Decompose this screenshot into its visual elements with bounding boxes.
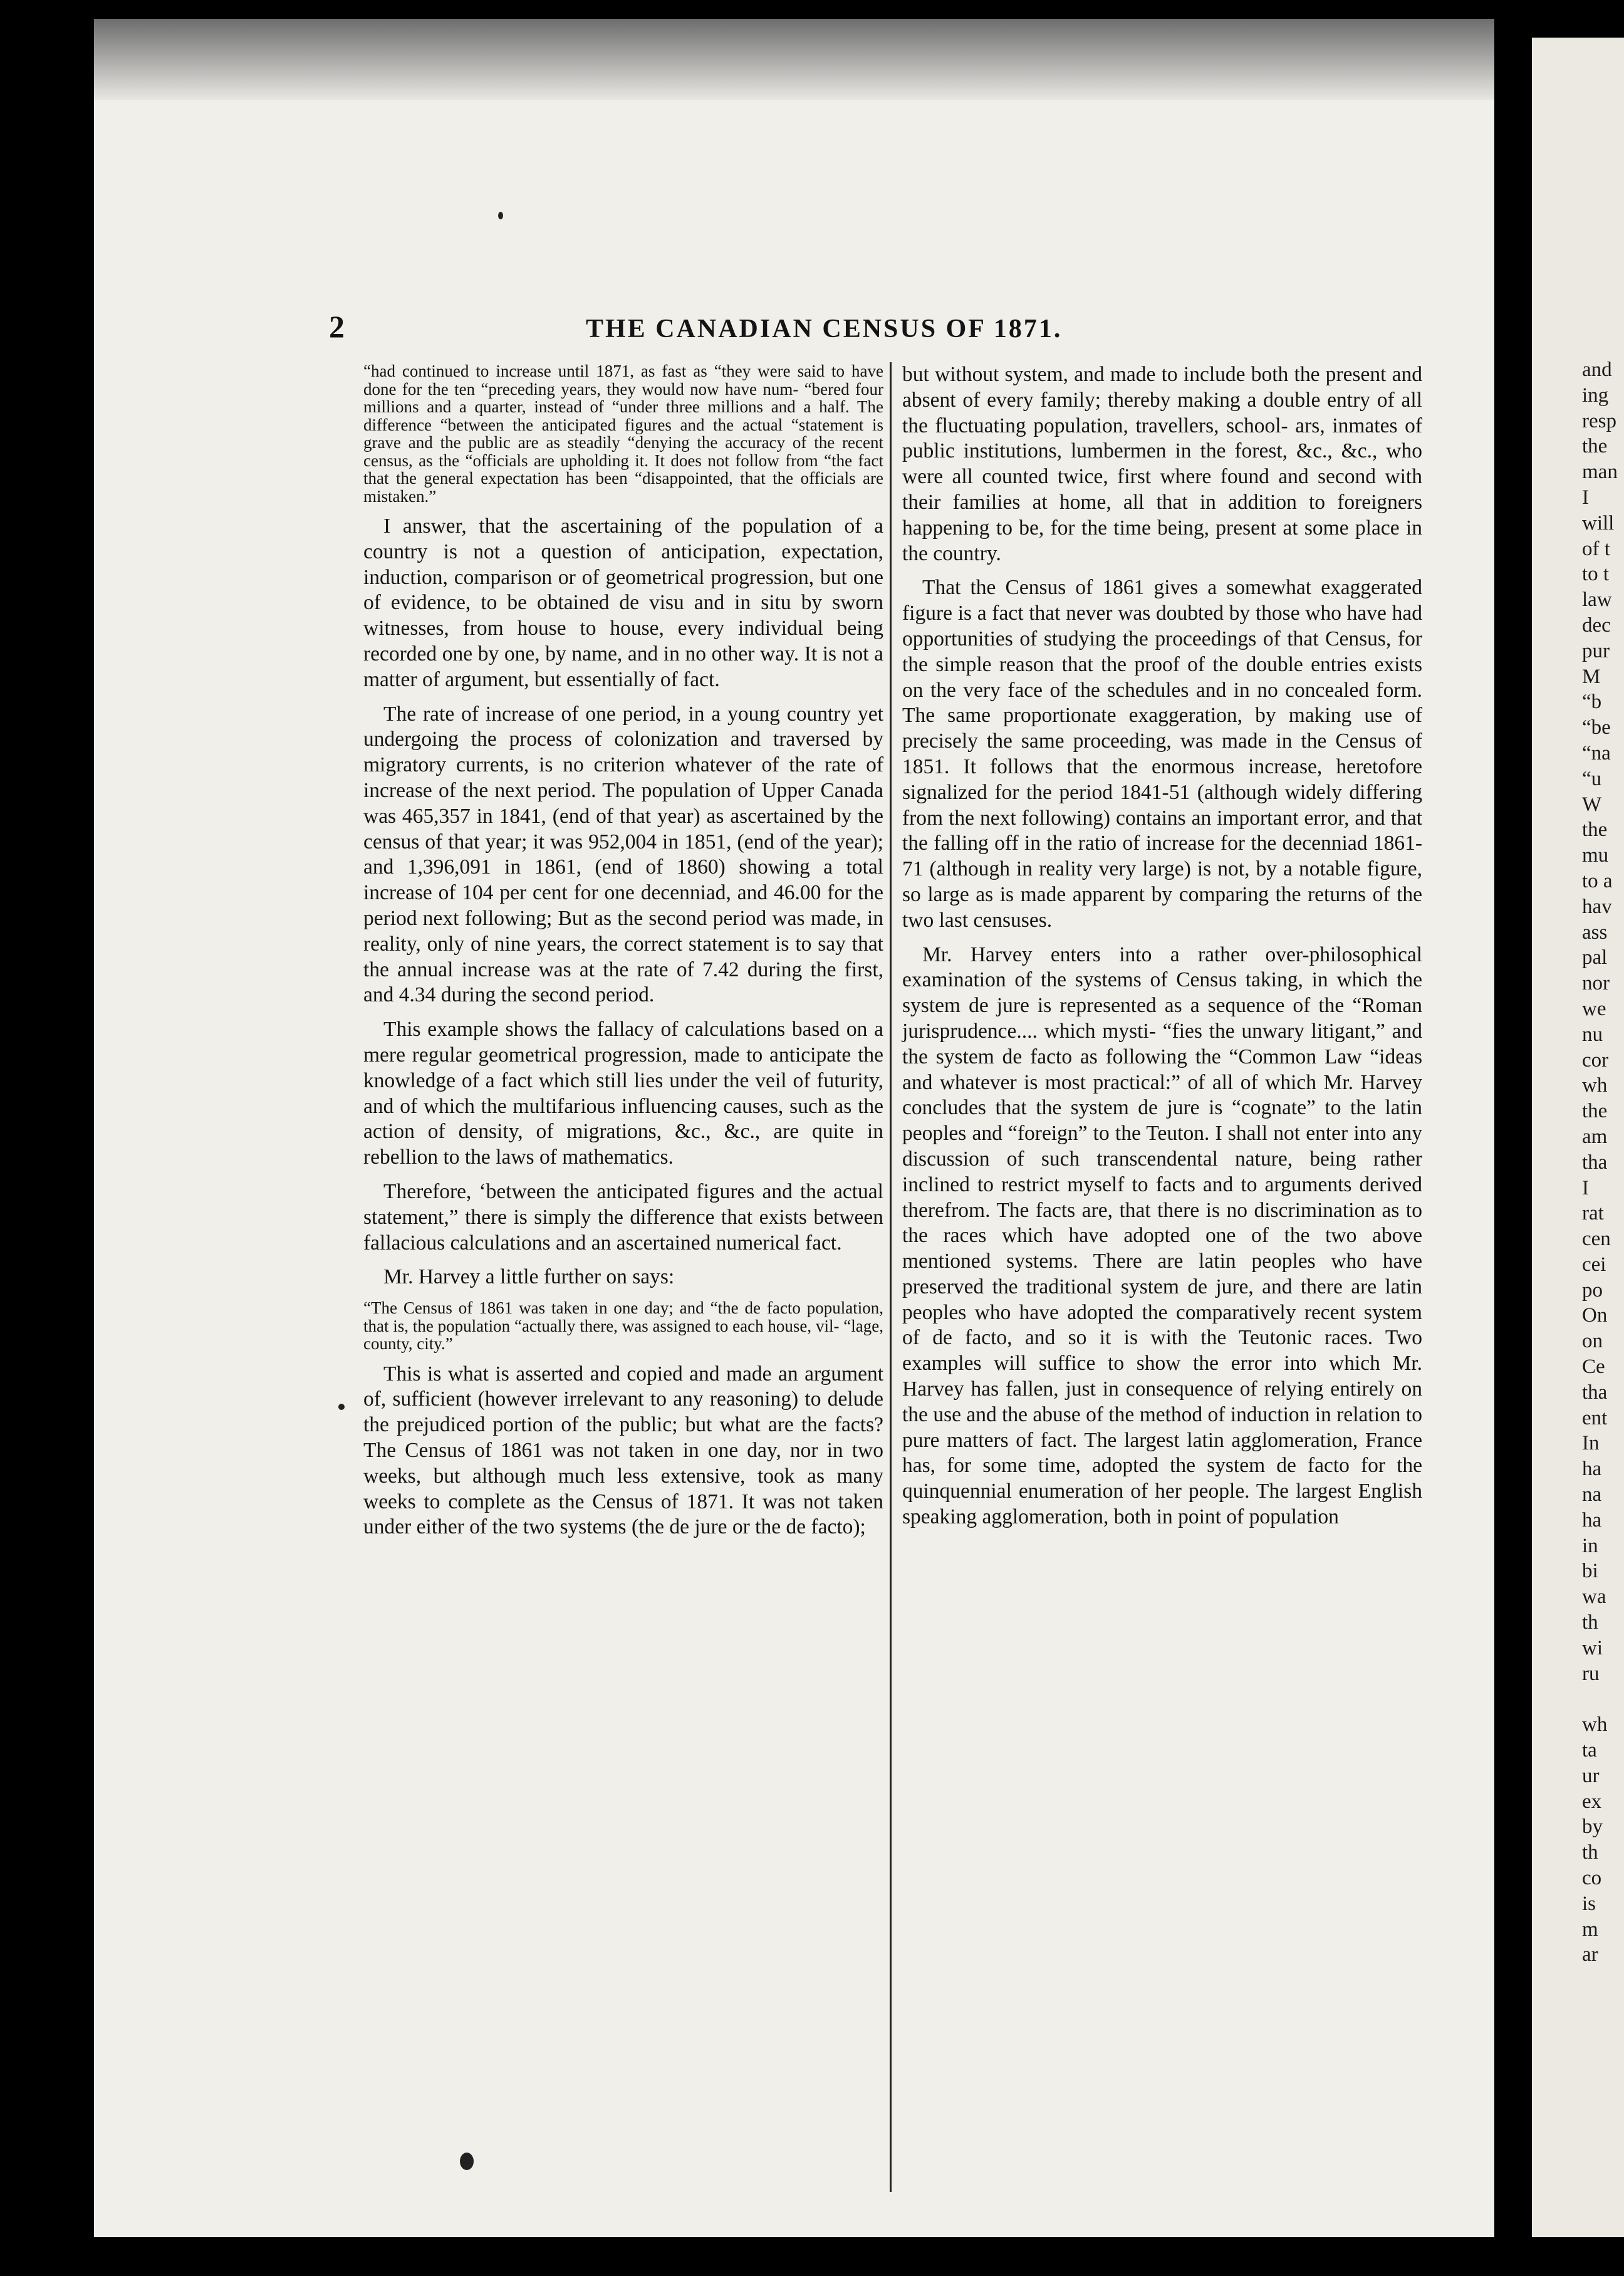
adjacent-page-line: na bbox=[1582, 1483, 1602, 1506]
adjacent-page-line: man bbox=[1582, 461, 1618, 484]
adjacent-page-line: resp bbox=[1582, 409, 1616, 432]
adjacent-page-line: to a bbox=[1582, 869, 1613, 892]
adjacent-page-line: ent bbox=[1582, 1406, 1608, 1429]
adjacent-page-line: am bbox=[1582, 1125, 1608, 1148]
adjacent-page-line: In bbox=[1582, 1432, 1600, 1455]
adjacent-page-line: to t bbox=[1582, 563, 1610, 586]
running-head bbox=[329, 308, 1425, 346]
adjacent-page-line: bi bbox=[1582, 1560, 1598, 1583]
adjacent-page-line: nu bbox=[1582, 1023, 1603, 1046]
adjacent-page-line: ex bbox=[1582, 1790, 1602, 1813]
book-gutter bbox=[1494, 19, 1532, 2237]
adjacent-page-line: M bbox=[1582, 665, 1601, 688]
adjacent-page-line: I bbox=[1582, 1176, 1589, 1199]
paragraph: That the Census of 1861 gives a somewhat exaggerated figure is a fact that never was doubted by those who have had opportunities of studying the proceedings of that Census, for the simple reason that the proof of the double entries exists on the very face of the schedules and in no concealed form. The same proportionate exaggeration, by making use of precisely the same proceeding, was made in the Census of 1851. It follows that the enormous increase, heretofore signalized for the period 1841-51 (although widely differing from the next following) contains an important error, and that the falling off in the ratio of increase for the decenniad 1861-71 (although in reality very large) is not, by a notable figure, so large as is made apparent by comparing the returns of the two last censuses. bbox=[902, 576, 1422, 932]
adjacent-page-line: Ce bbox=[1582, 1355, 1605, 1379]
page-number: 2 bbox=[329, 309, 345, 344]
adjacent-page-line: wi bbox=[1582, 1636, 1603, 1659]
adjacent-page-line: will bbox=[1582, 511, 1615, 535]
adjacent-page-line: cor bbox=[1582, 1048, 1609, 1072]
ink-speck bbox=[498, 212, 503, 219]
adjacent-page-line: tha bbox=[1582, 1381, 1608, 1404]
adjacent-page-line: ass bbox=[1582, 921, 1608, 944]
adjacent-page-line: of t bbox=[1582, 537, 1610, 560]
right-column bbox=[902, 362, 1422, 1530]
adjacent-page-line: I bbox=[1582, 486, 1589, 509]
paragraph: Therefore, ‘between the anticipated figures and the actual statement,” there is simply the difference that exists between fallacious calculations and an ascertained numerical fact. bbox=[363, 1179, 883, 1255]
adjacent-page-line: ar bbox=[1582, 1943, 1598, 1966]
adjacent-page-line: law bbox=[1582, 588, 1612, 612]
scan-border-bottom bbox=[0, 2237, 1624, 2276]
adjacent-page-line: th bbox=[1582, 1611, 1598, 1634]
adjacent-page-line: the bbox=[1582, 1100, 1608, 1123]
adjacent-page-line: by bbox=[1582, 1815, 1603, 1839]
adjacent-page-line: W bbox=[1582, 793, 1602, 816]
adjacent-page-line: ur bbox=[1582, 1764, 1600, 1787]
quotation-harvey: “had continued to increase until 1871, as fast as “they were said to have done for the ten “preceding years, they would now have num- “bered four millions and a quarter, instead of “under three millions and a half. The difference “between the anticipated figures and the actual “statement is grave and the public are as steadily “denying the accuracy of the recent census, as the “officials are upholding it. It does not follow from “the fact that the general expectation has been “disappointed, that the officials are mistaken.” bbox=[363, 362, 883, 506]
paragraph: I answer, that the ascertaining of the population of a country is not a question of anticipation, expectation, induction, comparison or of geometrical progression, but one of evidence, to be obtained de visu and in situ by sworn witnesses, from house to house, every individual being recorded one by one, by name, and in no other way. It is not a matter of argument, but essentially of fact. bbox=[363, 514, 883, 691]
adjacent-page-line: is bbox=[1582, 1892, 1596, 1915]
column-divider bbox=[890, 362, 892, 2192]
adjacent-page-line: in bbox=[1582, 1534, 1598, 1557]
paragraph: This example shows the fallacy of calculations based on a mere regular geometrical progression, made to anticipate the knowledge of a fact which still lies under the veil of futurity, and of which the multifarious influencing causes, such as the action of density, of migrations, &c., &c., are quite in rebellion to the laws of mathematics. bbox=[363, 1018, 883, 1169]
adjacent-page-line: “u bbox=[1582, 767, 1602, 790]
ink-speck bbox=[460, 2153, 474, 2170]
adjacent-page-line: “na bbox=[1582, 741, 1611, 765]
adjacent-page-line: “b bbox=[1582, 691, 1602, 714]
paragraph: The rate of increase of one period, in a young country yet undergoing the process of colonization and traversed by migratory currents, is no criterion whatever of the rate of increase of the next period. The population of Upper Canada was 465,357 in 1841, (end of that year) as ascertained by the census of that year; it was 952,004 in 1851, (end of the year); and 1,396,091 in 1861, (end of 1860) showing a total increase of 104 per cent for one decenniad, and 46.00 for the period next following; But as the second period was made, in reality, only of nine years, the correct statement is to say that the annual increase was at the rate of 7.42 during the first, and 4.34 during the second period. bbox=[363, 702, 883, 1007]
adjacent-page-line: wh bbox=[1582, 1074, 1608, 1097]
adjacent-page-line: ha bbox=[1582, 1458, 1602, 1481]
paragraph: Mr. Harvey enters into a rather over-philosophical examination of the systems of Census taking, in which the system de jure is represented as a sequence of the “Roman jurisprudence.... which mysti- “fies the unwary litigant,” and the system de facto as following the “Common Law “ideas and whatever is most practical:” of all of which Mr. Harvey concludes that the system de jure is “cognate” to the latin peoples and “foreign” to the Teuton. I shall not enter into any discussion of such transcendental nature, being rather inclined to restrict myself to facts and to arguments derived therefrom. The facts are, that there is no discrimination as to the races which have adopted one of the two above mentioned systems. There are latin peoples who have preserved the traditional system de jure, and there are latin peoples who have adopted the comparatively recent system of de facto, and so it is with the Teutonic races. Two examples will suffice to show the error into which Mr. Harvey has fallen, just in consequence of relying entirely on the use and the abuse of the method of induction in relation to pure matters of fact. The largest latin agglomeration, France has, for some time, adopted the system de facto for the quinquennial enumeration of her people. The largest English speaking agglomeration, both in point of population bbox=[902, 942, 1422, 1529]
page-title: THE CANADIAN CENSUS OF 1871. bbox=[586, 315, 1063, 343]
adjacent-page-line: the bbox=[1582, 435, 1608, 458]
paragraph: Mr. Harvey a little further on says: bbox=[383, 1265, 675, 1289]
adjacent-page-line: hav bbox=[1582, 895, 1612, 918]
adjacent-page-line: On bbox=[1582, 1304, 1608, 1327]
adjacent-page-line: tha bbox=[1582, 1151, 1608, 1174]
adjacent-page-line: nor bbox=[1582, 972, 1610, 995]
adjacent-page-line: pur bbox=[1582, 639, 1610, 662]
adjacent-page-line: rat bbox=[1582, 1202, 1604, 1225]
adjacent-page-line: cei bbox=[1582, 1253, 1606, 1276]
adjacent-page-line: dec bbox=[1582, 613, 1611, 637]
adjacent-page-line: co bbox=[1582, 1867, 1602, 1890]
adjacent-page-line: wa bbox=[1582, 1585, 1606, 1609]
adjacent-page-line: po bbox=[1582, 1278, 1603, 1302]
quotation-census-1861: “The Census of 1861 was taken in one day; and “the de facto population, that is, the population “actually there, was assigned to each house, vil- “lage, county, city.” bbox=[363, 1298, 883, 1354]
adjacent-page-line: “be bbox=[1582, 716, 1611, 739]
adjacent-page-line: mu bbox=[1582, 844, 1609, 867]
ink-speck bbox=[338, 1404, 345, 1410]
adjacent-page-line: th bbox=[1582, 1841, 1598, 1864]
adjacent-page-line: m bbox=[1582, 1918, 1598, 1941]
paragraph: but without system, and made to include both the present and absent of every family; thereby making a double entry of all the fluctuating population, travellers, school- ars, inmates of public institutions, lumbermen in the forest, &c., &c., who were all counted twice, first where found and second with their families at home, all that in addition to foreigners happening to be, for the time being, present at some place in the country. bbox=[902, 363, 1422, 565]
adjacent-page-line: on bbox=[1582, 1330, 1603, 1353]
paragraph: This is what is asserted and copied and made an argument of, sufficient (however irrelevant to any reasoning) to delude the prejudiced portion of the public; but what are the facts? The Census of 1861 was not taken in one day, nor in two weeks, but although much less extensive, took as many weeks to complete as the Census of 1871. It was not taken under either of the two systems (the de jure or the de facto); bbox=[363, 1362, 883, 1539]
adjacent-page-line: ru bbox=[1582, 1662, 1600, 1685]
adjacent-page-text bbox=[1582, 357, 1624, 1968]
adjacent-page-line bbox=[1582, 1686, 1624, 1712]
left-column bbox=[363, 362, 883, 1540]
adjacent-page-line: ha bbox=[1582, 1508, 1602, 1532]
adjacent-page-line: ta bbox=[1582, 1739, 1597, 1762]
adjacent-page-line: the bbox=[1582, 818, 1608, 842]
adjacent-page-line: ing bbox=[1582, 384, 1609, 407]
adjacent-page-line: pal bbox=[1582, 946, 1608, 969]
adjacent-page-line: cen bbox=[1582, 1228, 1611, 1251]
adjacent-page-line: we bbox=[1582, 997, 1606, 1020]
adjacent-page-line: and bbox=[1582, 358, 1612, 381]
adjacent-page-line: wh bbox=[1582, 1713, 1608, 1736]
